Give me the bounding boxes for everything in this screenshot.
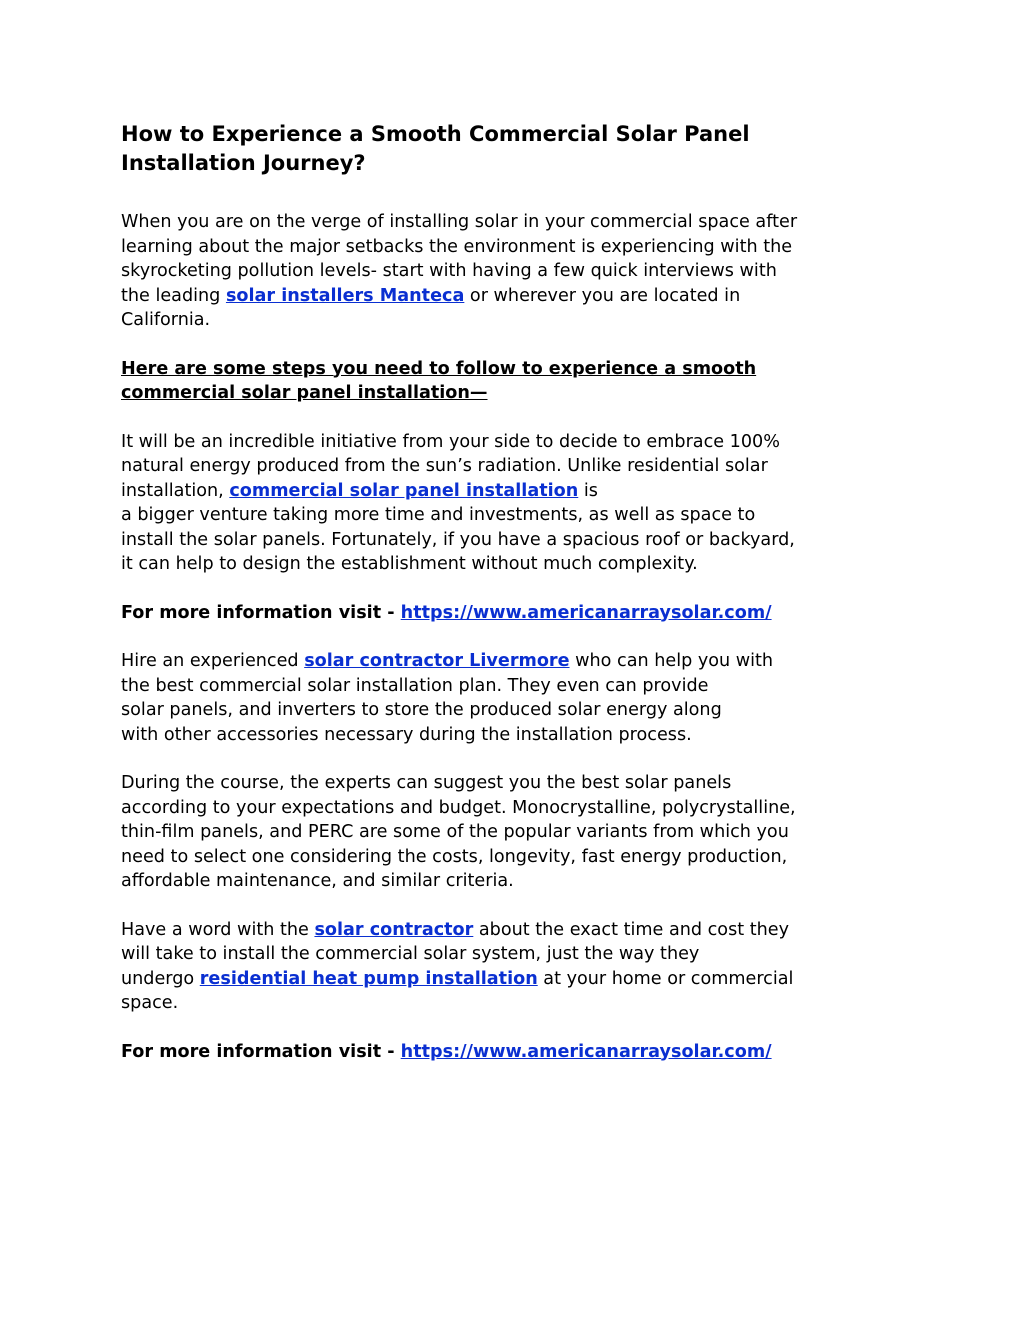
intro-paragraph	[121, 210, 911, 333]
text-line	[121, 967, 911, 992]
website-link[interactable]: https://www.americanarraysolar.com/	[400, 602, 772, 623]
text-line: skyrocketing pollution levels- start with having a few quick interviews with	[121, 261, 777, 281]
cost-time-paragraph	[121, 918, 911, 1016]
solar-contractor-livermore-link[interactable]: solar contractor Livermore	[304, 651, 570, 671]
initiative-paragraph	[121, 430, 911, 577]
website-link[interactable]: https://www.americanarraysolar.com/	[400, 1041, 772, 1062]
text-fragment: installation,	[121, 480, 230, 501]
residential-heat-pump-installation-link[interactable]: residential heat pump installation	[199, 968, 538, 989]
text-fragment: undergo	[121, 968, 200, 989]
contractor-paragraph	[121, 649, 911, 747]
solar-installers-manteca-link[interactable]: solar installers Manteca	[225, 285, 465, 306]
text-line: thin-film panels, and PERC are some of the popular variants from which you	[121, 822, 789, 842]
text-line	[121, 649, 911, 674]
document-page	[121, 120, 911, 1088]
text-line: a bigger venture taking more time and investments, as well as space to	[121, 505, 756, 525]
text-fragment: Hire an experienced	[121, 651, 305, 671]
more-info-label: For more information visit -	[121, 602, 401, 623]
text-line: will take to install the commercial solar system, just the way they	[121, 944, 700, 964]
subheading-line: Here are some steps you need to follow to experience a smooth	[121, 358, 757, 379]
text-line: the best commercial solar installation plan. They even can provide	[121, 675, 709, 696]
text-fragment: is	[578, 480, 598, 501]
text-line: learning about the major setbacks the environment is experiencing with the	[121, 236, 793, 257]
text-line	[121, 284, 911, 309]
title-line: How to Experience a Smooth Commercial Solar Panel	[121, 122, 750, 146]
text-line	[121, 1040, 911, 1065]
text-line: need to select one considering the costs, longevity, fast energy production,	[121, 846, 788, 867]
text-line	[121, 601, 911, 626]
text-line	[121, 918, 911, 943]
text-line: install the solar panels. Fortunately, if you have a spacious roof or backyard,	[121, 529, 795, 550]
commercial-solar-panel-installation-link[interactable]: commercial solar panel installation	[229, 480, 579, 501]
more-info-line	[121, 601, 911, 626]
page-title	[121, 120, 911, 178]
text-fragment: about the exact time and cost they	[473, 919, 790, 940]
more-info-label: For more information visit -	[121, 1041, 401, 1062]
panel-variants-paragraph	[121, 771, 911, 894]
text-line: During the course, the experts can suggest you the best solar panels	[121, 773, 732, 793]
text-fragment: who can help you with	[569, 651, 774, 671]
solar-contractor-link[interactable]: solar contractor	[314, 919, 474, 940]
text-line: affordable maintenance, and similar criteria.	[121, 871, 514, 891]
text-line: When you are on the verge of installing solar in your commercial space after	[121, 212, 798, 232]
more-info-line	[121, 1040, 911, 1065]
text-fragment: at your home or commercial	[537, 968, 794, 989]
text-fragment: the leading	[121, 285, 226, 306]
text-line: it can help to design the establishment without much complexity.	[121, 554, 698, 574]
text-fragment: or wherever you are located in	[464, 285, 741, 306]
text-line: solar panels, and inverters to store the produced solar energy along	[121, 700, 722, 720]
text-line: natural energy produced from the sun’s radiation. Unlike residential solar	[121, 456, 768, 476]
subheading-line: commercial solar panel installation—	[121, 383, 488, 403]
text-line: It will be an incredible initiative from your side to decide to embrace 100%	[121, 431, 780, 452]
text-line: with other accessories necessary during the installation process.	[121, 724, 692, 745]
text-line	[121, 479, 911, 504]
steps-subheading	[121, 357, 911, 406]
text-line: space.	[121, 993, 179, 1013]
text-line: according to your expectations and budget. Monocrystalline, polycrystalline,	[121, 797, 796, 818]
text-fragment: Have a word with the	[121, 919, 315, 940]
text-line: California.	[121, 310, 211, 330]
title-line: Installation Journey?	[121, 151, 366, 175]
